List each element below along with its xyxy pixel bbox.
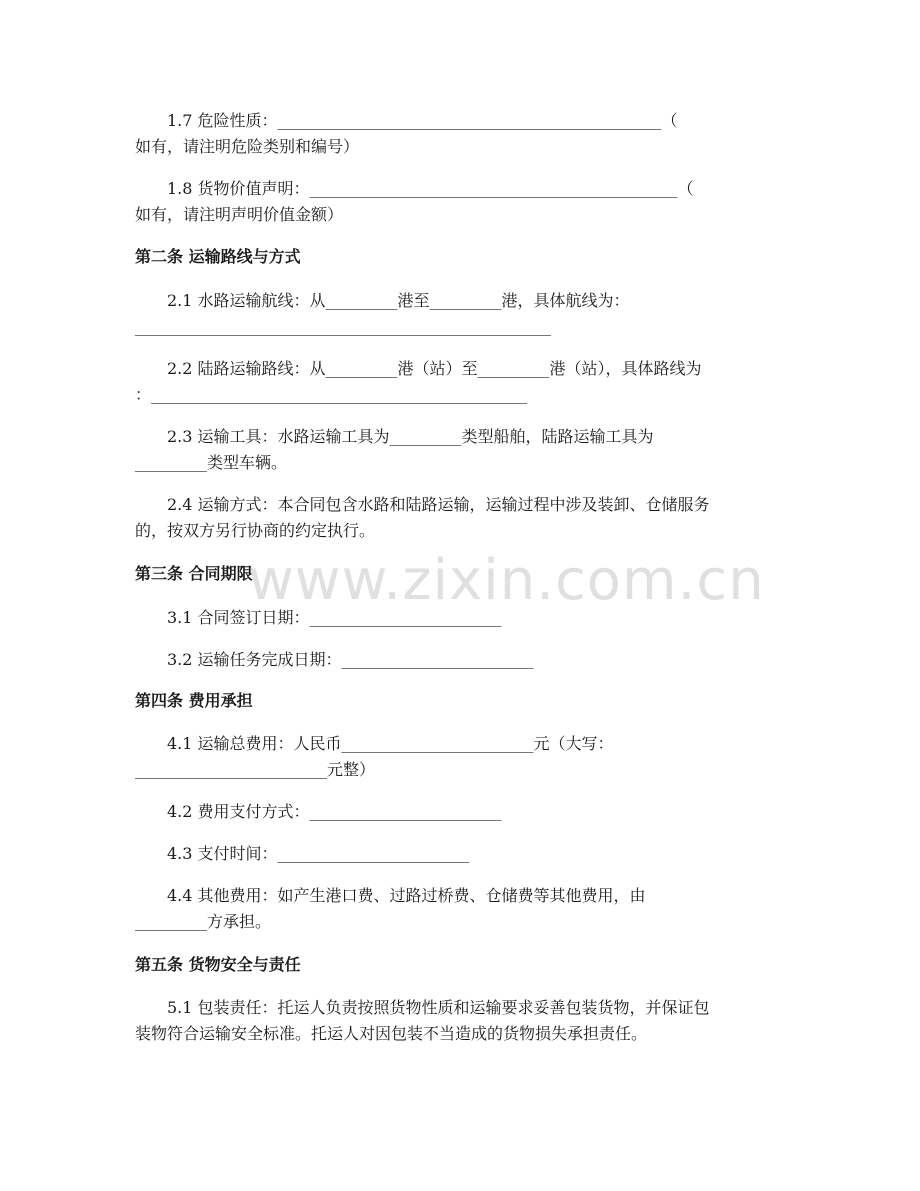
section-2-heading: 第二条 运输路线与方式 bbox=[135, 247, 301, 266]
item-2-2-line-1: 2.2 陆路运输路线：从_________港（站）至_________港（站），具体路线为 bbox=[135, 359, 702, 378]
item-4-1-line-1: 4.1 运输总费用：人民币________________________元（大写： bbox=[135, 734, 614, 753]
item-2-4-line-1: 2.4 运输方式：本合同包含水路和陆路运输，运输过程中涉及装卸、仓储服务 bbox=[135, 495, 710, 514]
item-3-1: 3.1 合同签订日期：________________________ bbox=[135, 608, 502, 627]
item-2-4-line-2: 的，按双方另行协商的约定执行。 bbox=[135, 521, 376, 540]
item-5-1-line-1: 5.1 包装责任：托运人负责按照货物性质和运输要求妥善包装货物，并保证包 bbox=[135, 998, 710, 1017]
section-4-heading: 第四条 费用承担 bbox=[135, 691, 253, 710]
item-4-1-line-2: ________________________元整） bbox=[135, 760, 376, 779]
item-2-1-line-1: 2.1 水路运输航线：从_________港至_________港，具体航线为： bbox=[135, 291, 630, 310]
item-3-2: 3.2 运输任务完成日期：________________________ bbox=[135, 650, 534, 669]
item-5-1-line-2: 装物符合运输安全标准。托运人对因包装不当造成的货物损失承担责任。 bbox=[135, 1024, 648, 1043]
item-4-4-line-2: _________方承担。 bbox=[135, 912, 272, 931]
item-1-7-line-2: 如有，请注明危险类别和编号） bbox=[135, 137, 360, 156]
item-4-3: 4.3 支付时间：________________________ bbox=[135, 844, 470, 863]
section-5-heading: 第五条 货物安全与责任 bbox=[135, 955, 301, 974]
item-4-2: 4.2 费用支付方式：________________________ bbox=[135, 802, 502, 821]
item-4-4-line-1: 4.4 其他费用：如产生港口费、过路过桥费、仓储费等其他费用，由 bbox=[135, 886, 646, 905]
watermark: www.zixin.com.cn bbox=[248, 548, 765, 613]
item-1-8-line-1: 1.8 货物价值声明：______________________________________________（ bbox=[135, 179, 694, 198]
item-2-3-line-2: _________类型车辆。 bbox=[135, 453, 288, 472]
item-2-2-line-2: ：_______________________________________________ bbox=[135, 385, 528, 404]
item-1-7-line-1: 1.7 危险性质：________________________________________________（ bbox=[135, 111, 678, 130]
section-3-heading: 第三条 合同期限 bbox=[135, 564, 253, 583]
item-2-1-line-2: ____________________________________________________ bbox=[135, 317, 551, 336]
item-2-3-line-1: 2.3 运输工具：水路运输工具为_________类型船舶，陆路运输工具为 bbox=[135, 427, 654, 446]
item-1-8-line-2: 如有，请注明声明价值金额） bbox=[135, 205, 344, 224]
